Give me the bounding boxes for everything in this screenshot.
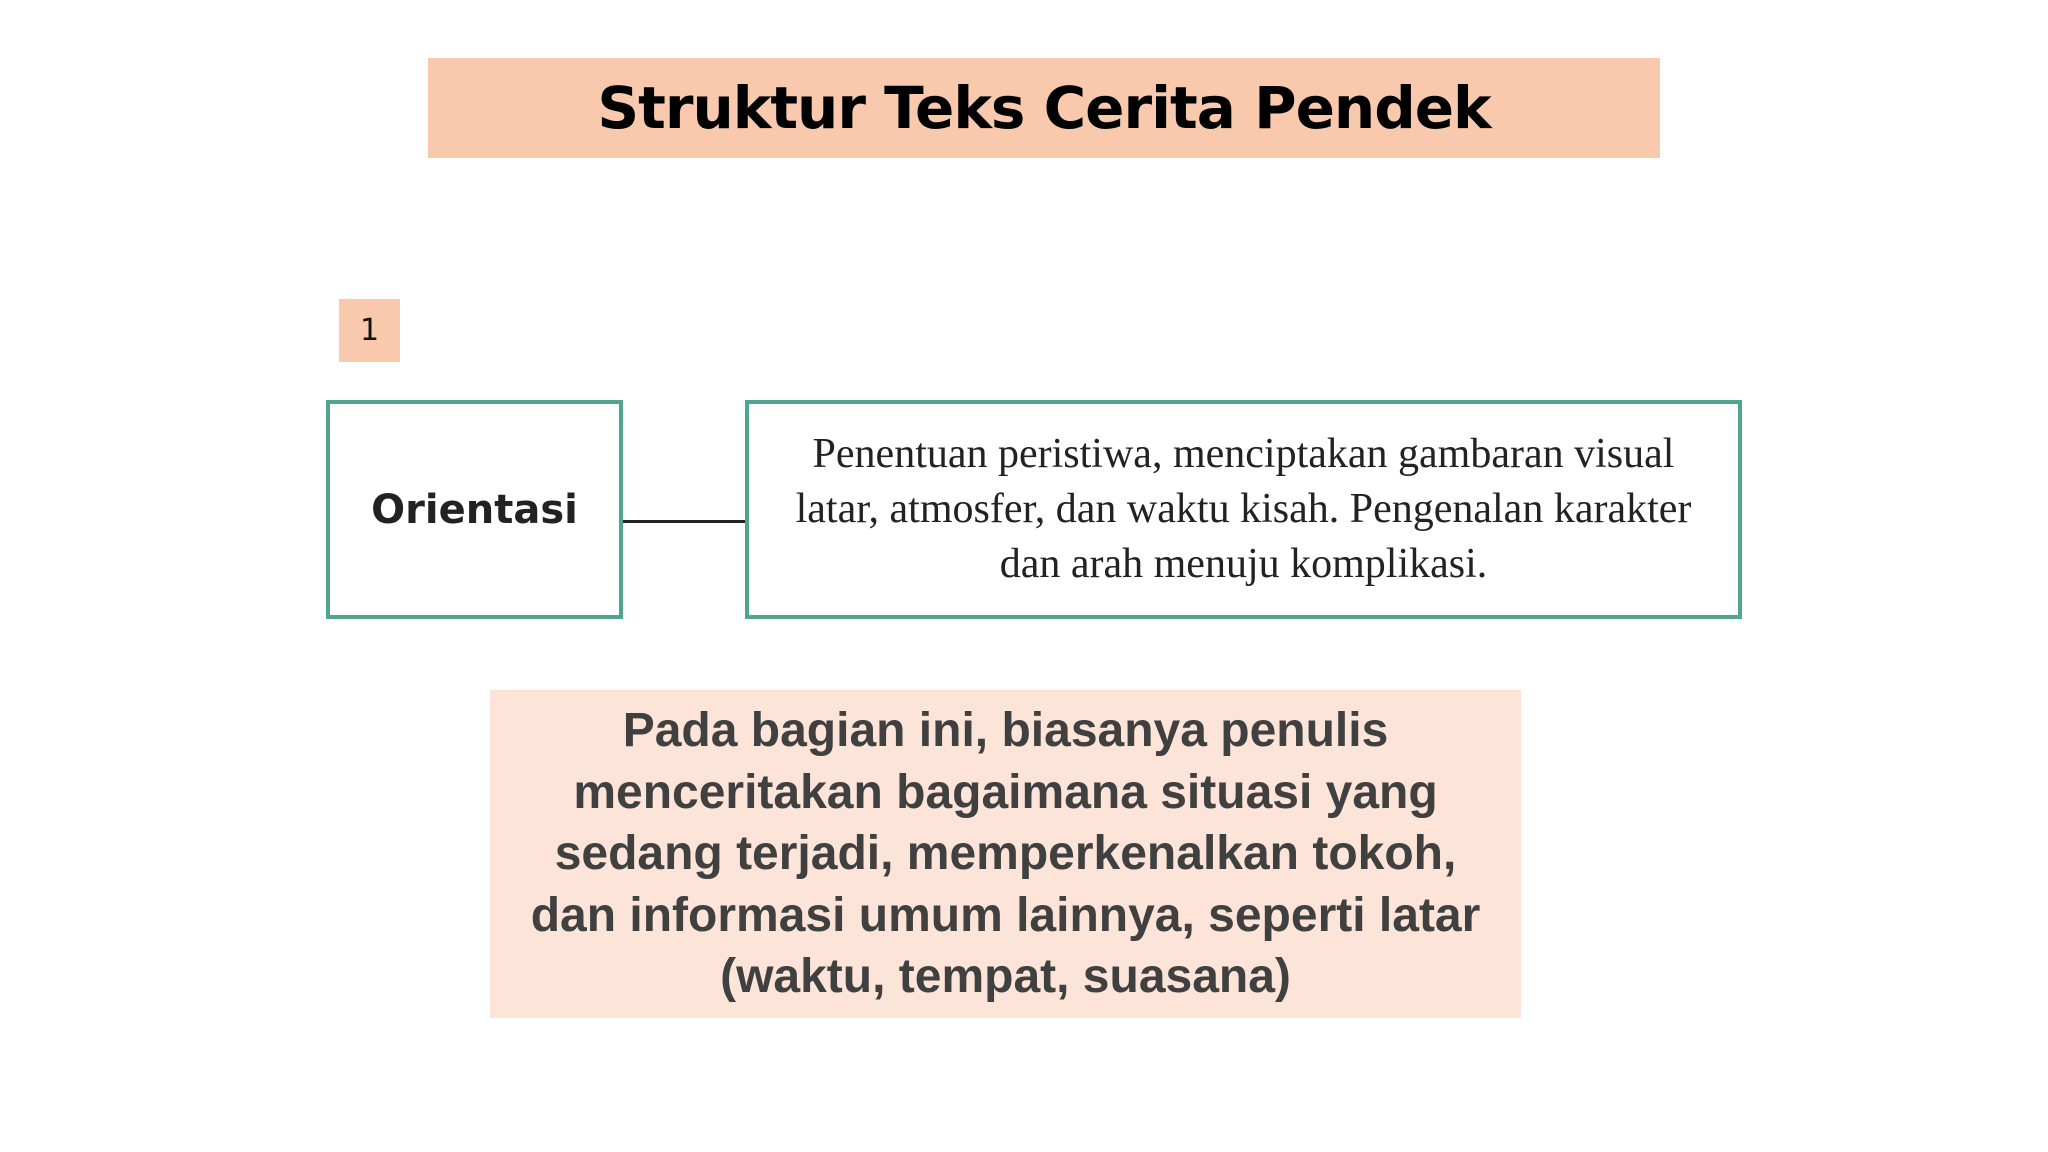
concept-box bbox=[326, 400, 623, 619]
slide-title: Struktur Teks Cerita Pendek bbox=[597, 74, 1491, 142]
definition-box bbox=[745, 400, 1742, 619]
concept-label: Orientasi bbox=[371, 486, 578, 533]
section-number: 1 bbox=[359, 313, 380, 348]
slide-title-bar bbox=[428, 58, 1660, 158]
note-text: Pada bagian ini, biasanya penulis menceritakan bagaimana situasi yang sedang terjadi, memperkenalkan tokoh, dan informasi umum lainnya, seperti latar (waktu, tempat, suasana) bbox=[530, 704, 1481, 1004]
note-box bbox=[490, 690, 1521, 1018]
definition-text: Penentuan peristiwa, menciptakan gambaran visual latar, atmosfer, dan waktu kisah. Pengenalan karakter dan arah menuju komplikasi. bbox=[795, 431, 1692, 587]
section-number-badge bbox=[339, 299, 400, 362]
connector-line bbox=[623, 520, 746, 523]
